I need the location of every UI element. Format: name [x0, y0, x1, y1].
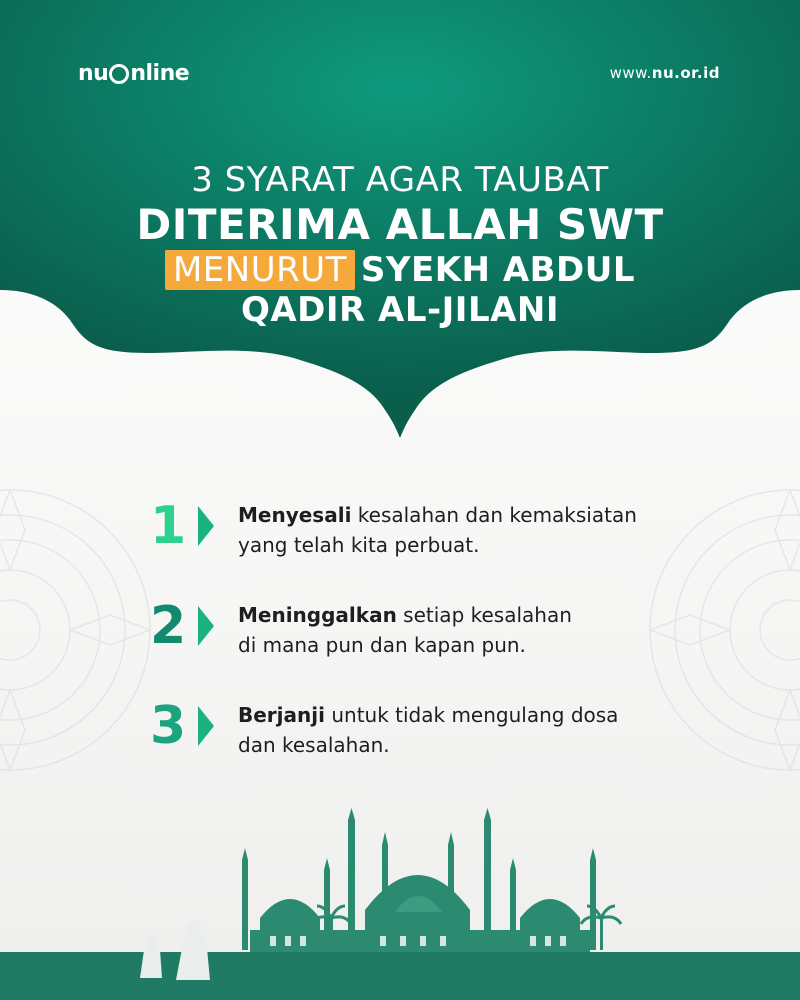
title-line-4: QADIR AL-JILANI	[240, 290, 560, 330]
chevron-right-icon	[198, 706, 214, 746]
nu-online-logo: nu nline	[78, 60, 190, 86]
item-text: Menyesali kesalahan dan kemaksiatan yang telah kita perbuat.	[238, 503, 637, 557]
title-highlight: MENURUT	[165, 250, 355, 290]
title-line-1: 3 SYARAT AGAR TAUBAT	[191, 160, 609, 200]
chevron-right-icon	[198, 506, 214, 546]
item-text: Meninggalkan setiap kesalahan di mana pun dan kapan pun.	[238, 603, 572, 657]
mosque-skyline-illustration	[0, 800, 800, 1000]
title-line-2: DITERIMA ALLAH SWT	[136, 200, 664, 249]
item-number: 1	[150, 496, 187, 556]
chevron-right-icon	[198, 606, 214, 646]
item-text: Berjanji untuk tidak mengulang dosa dan kesalahan.	[238, 703, 619, 757]
mandala-left-ornament	[0, 440, 160, 820]
item-number: 3	[150, 696, 187, 756]
item-number: 2	[150, 596, 187, 656]
logo-ring-icon	[109, 64, 129, 84]
title-line-3: MENURUT SYEKH ABDUL	[0, 250, 800, 290]
site-url: www.nu.or.id	[609, 64, 720, 82]
